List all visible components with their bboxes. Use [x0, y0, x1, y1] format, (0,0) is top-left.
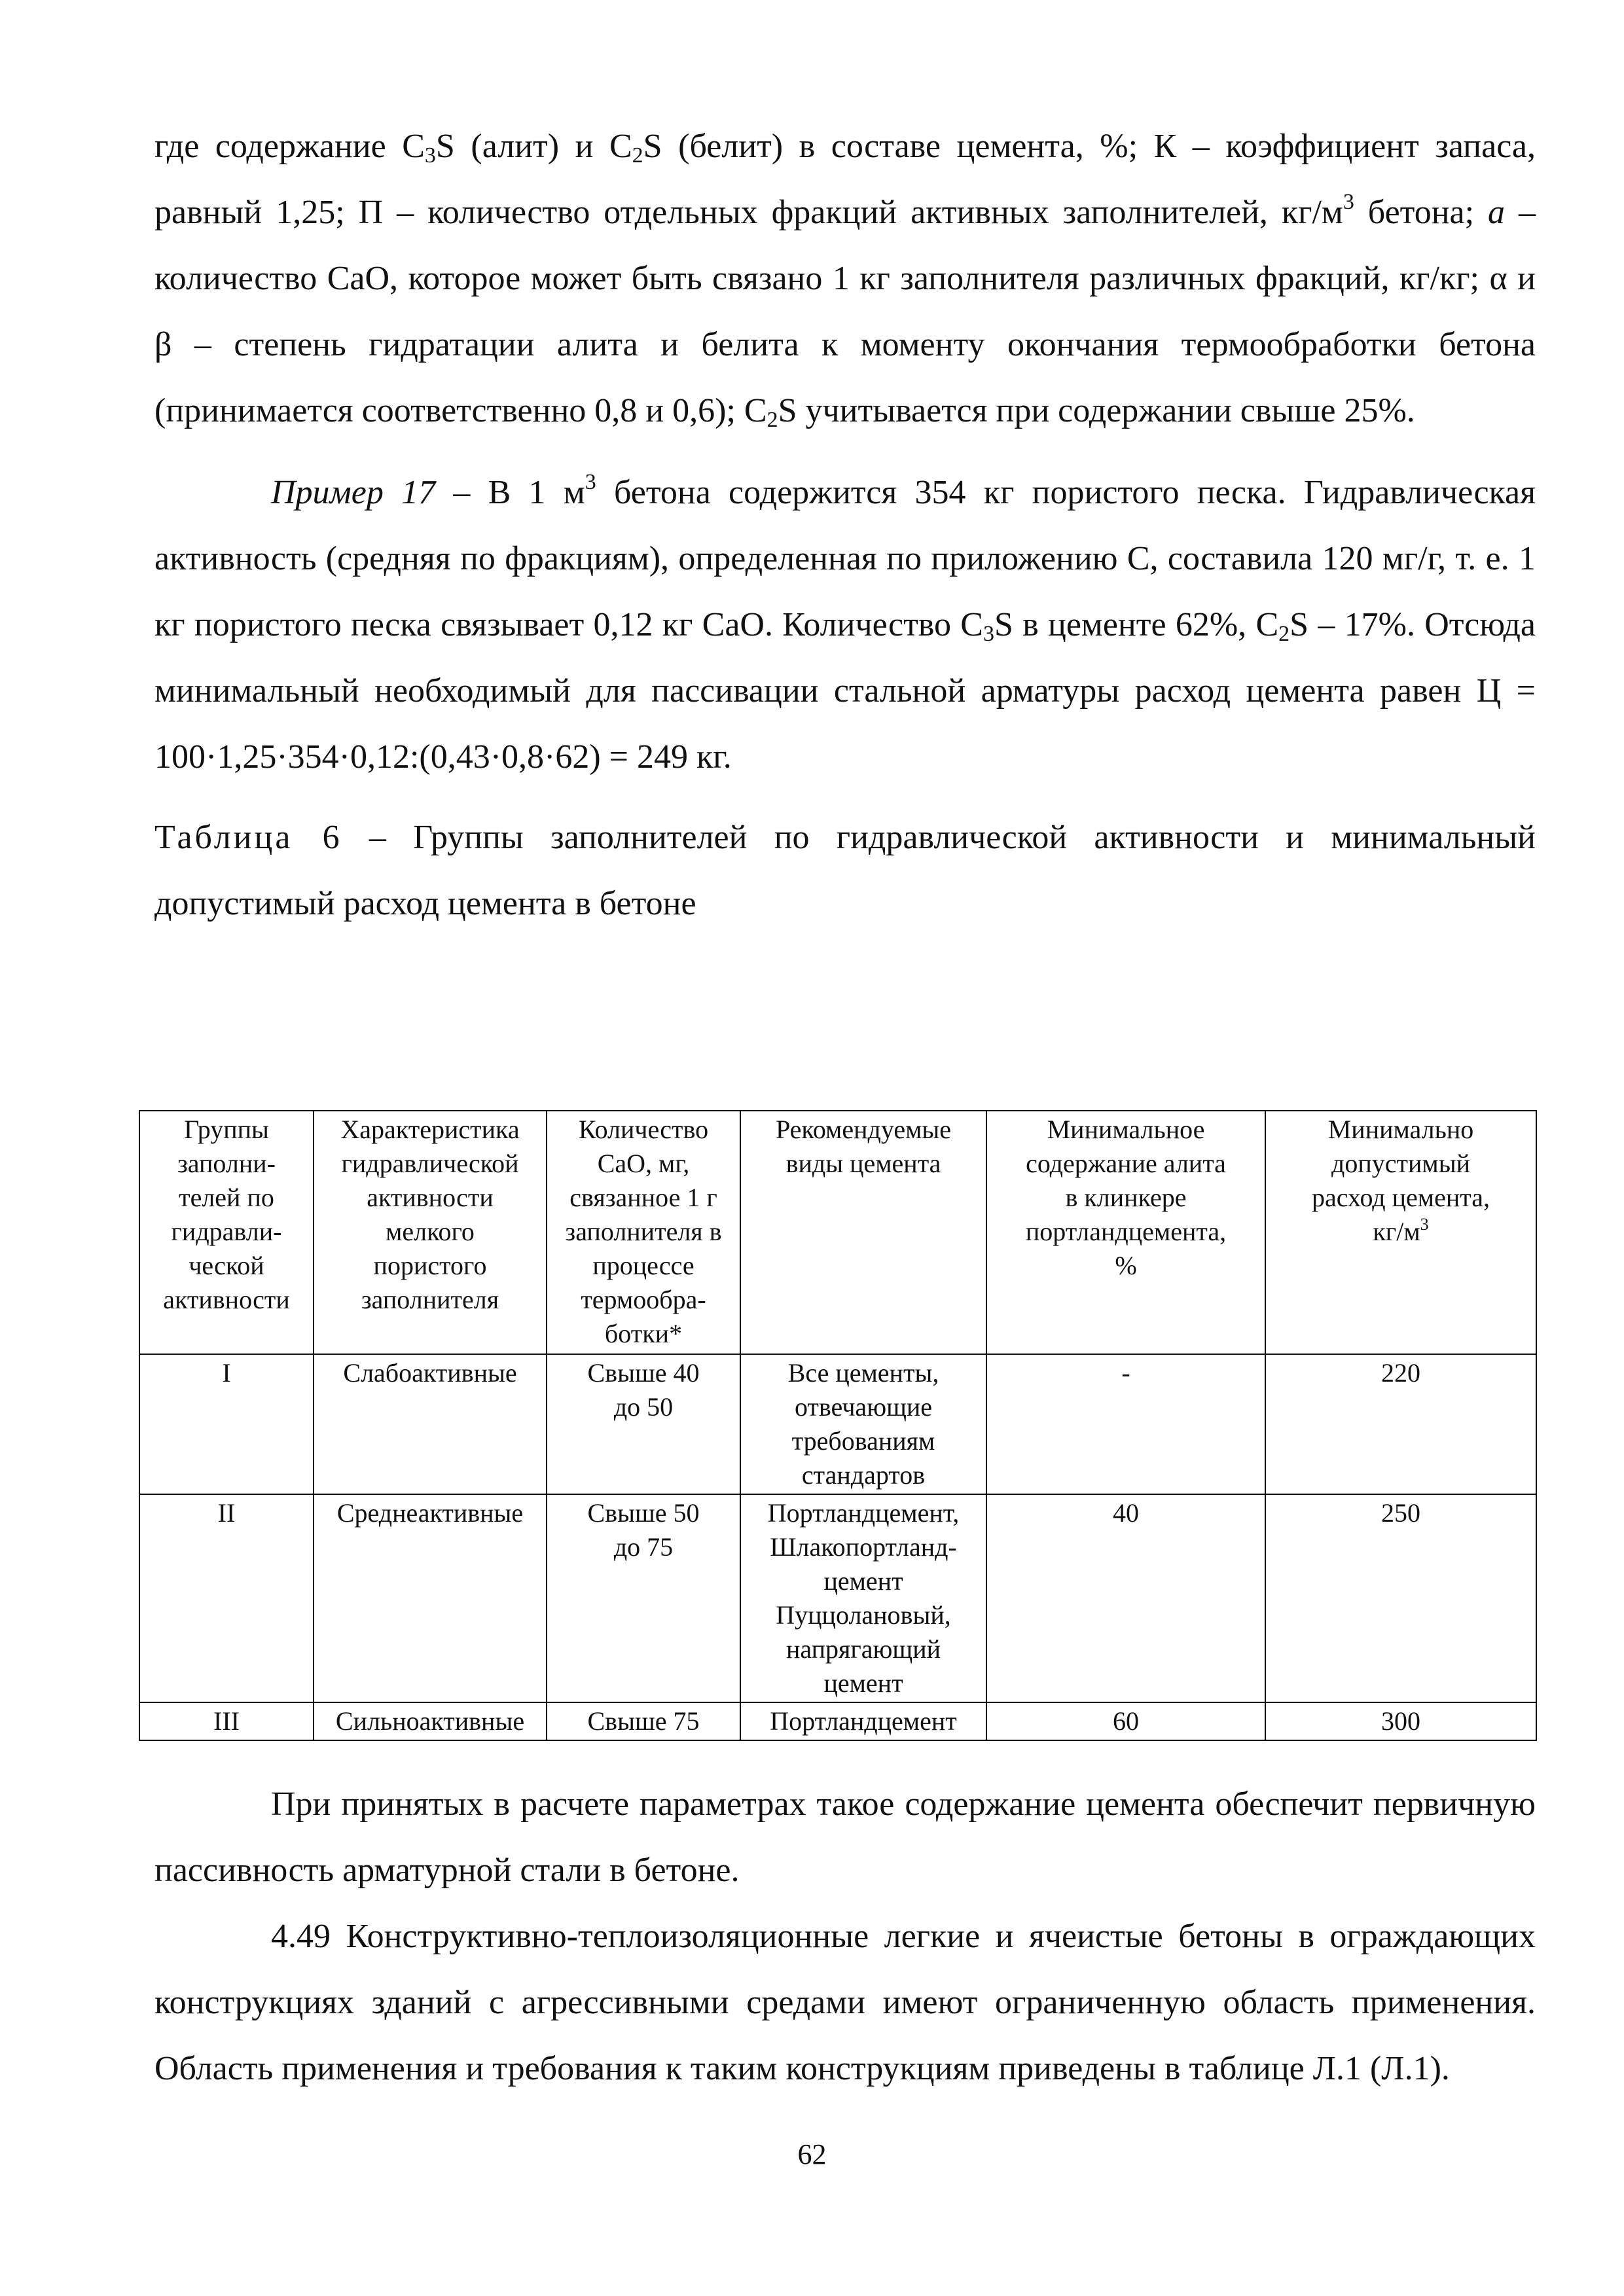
cell-group: III — [139, 1702, 314, 1740]
subscript: 3 — [424, 143, 436, 168]
cell-cement-types: Все цементы, отвечающие требованиям стандартов — [740, 1354, 986, 1494]
text-run: S (белит) в составе цемента, %; К – коэффициент запаса, равный 1,25; П – количество отдельных фракций активных заполнителей, кг/м — [154, 128, 1536, 231]
table-caption-label: Таблица 6 — [154, 819, 342, 856]
cell-characteristic: Слабоактивные — [314, 1354, 547, 1494]
header-text: Минимально допустимый расход цемента, кг/м — [1311, 1115, 1490, 1246]
cell-min-consumption: 300 — [1265, 1702, 1536, 1740]
text-run: S (алит) и C — [435, 128, 632, 165]
text-run: S – 17%. Отсюда минимальный необходимый для пассивации стальной арматуры расход цемента равен Ц = 100·1,25·354·0,12:(0,43·0,8·62) = 249 кг. — [154, 606, 1536, 776]
text-run: бетона содержится 354 кг пористого песка. Гидравлическая активность (средняя по фракциям), определенная по приложению С, составила 120 мг/г, т. е. 1 кг пористого песка связывает 0,12 кг CaO. Количество C — [154, 474, 1536, 643]
table-row — [139, 1354, 1536, 1494]
cell-cement-types: Портландцемент — [740, 1702, 986, 1740]
body-text-top — [154, 113, 1536, 937]
header-activity-characteristic: Характеристика гидравлической активности мелкого пористого заполнителя — [314, 1111, 547, 1354]
header-aggregate-groups: Группы заполни- телей по гидравли- ческой активности — [139, 1111, 314, 1354]
paragraph-4-49: 4.49 Конструктивно-теплоизоляционные легкие и ячеистые бетоны в ограждающих конструкциях зданий с агрессивными средами имеют ограниченную область применения. Область применения и требования к таким конструкциям приведены в таблице Л.1 (Л.1). — [154, 1918, 1536, 2087]
subscript: 2 — [1278, 622, 1290, 646]
table-header-row — [139, 1111, 1536, 1354]
cell-cao-amount: Свыше 40 до 50 — [547, 1354, 740, 1494]
cell-cao-amount: Свыше 50 до 75 — [547, 1494, 740, 1702]
paragraph-definitions — [154, 113, 1536, 444]
paragraph-conclusion: При принятых в расчете параметрах такое содержание цемента обеспечит первичную пассивность арматурной стали в бетоне. — [154, 1785, 1536, 1889]
cell-group: II — [139, 1494, 314, 1702]
header-cao-amount: Количество CaO, мг, связанное 1 г заполнителя в процессе термообра- ботки* — [547, 1111, 740, 1354]
table-row — [139, 1702, 1536, 1740]
cell-cao-amount: Свыше 75 — [547, 1702, 740, 1740]
cell-min-alite: 40 — [986, 1494, 1265, 1702]
table-row — [139, 1494, 1536, 1702]
cell-characteristic: Среднеактивные — [314, 1494, 547, 1702]
text-run: где содержание C — [154, 128, 425, 165]
cell-min-alite: 60 — [986, 1702, 1265, 1740]
header-recommended-cement: Рекомендуемые виды цемента — [740, 1111, 986, 1354]
superscript: 3 — [1343, 190, 1354, 214]
table-caption — [154, 804, 1536, 937]
cell-characteristic: Сильноактивные — [314, 1702, 547, 1740]
cell-min-alite: - — [986, 1354, 1265, 1494]
cell-group: I — [139, 1354, 314, 1494]
subscript: 2 — [632, 143, 643, 168]
text-run: – В 1 м — [435, 474, 585, 511]
body-text-bottom — [154, 1771, 1536, 2102]
superscript: 3 — [585, 470, 596, 494]
paragraph-example-17 — [154, 459, 1536, 790]
text-run: – количество CaO, которое может быть связано 1 кг заполнителя различных фракций, кг/кг; α и β – степень гидратации алита и белита к моменту окончания термообработки бетона (принимается соответственно 0,8 и 0,6); C — [154, 194, 1536, 429]
page-number: 62 — [797, 2138, 827, 2170]
cell-cement-types: Портландцемент, Шлакопортланд- цемент Пуццолановый, напрягающий цемент — [740, 1494, 986, 1702]
variable-a: а — [1488, 194, 1506, 231]
table-caption-text: – Группы заполнителей по гидравлической активности и минимальный допустимый расход цемента в бетоне — [154, 819, 1536, 922]
subscript: 2 — [767, 408, 778, 432]
subscript: 3 — [983, 622, 994, 646]
header-min-cement-consumption — [1265, 1111, 1536, 1354]
cell-min-consumption: 250 — [1265, 1494, 1536, 1702]
superscript: 3 — [1420, 1215, 1429, 1234]
example-label: Пример 17 — [271, 474, 436, 511]
text-run: S учитывается при содержании свыше 25%. — [778, 392, 1415, 429]
aggregate-groups-table — [139, 1110, 1537, 1741]
text-run: бетона; — [1354, 194, 1489, 231]
text-run: S в цементе 62%, C — [994, 606, 1279, 643]
header-min-alite-content: Минимальное содержание алита в клинкере портландцемента, % — [986, 1111, 1265, 1354]
cell-min-consumption: 220 — [1265, 1354, 1536, 1494]
